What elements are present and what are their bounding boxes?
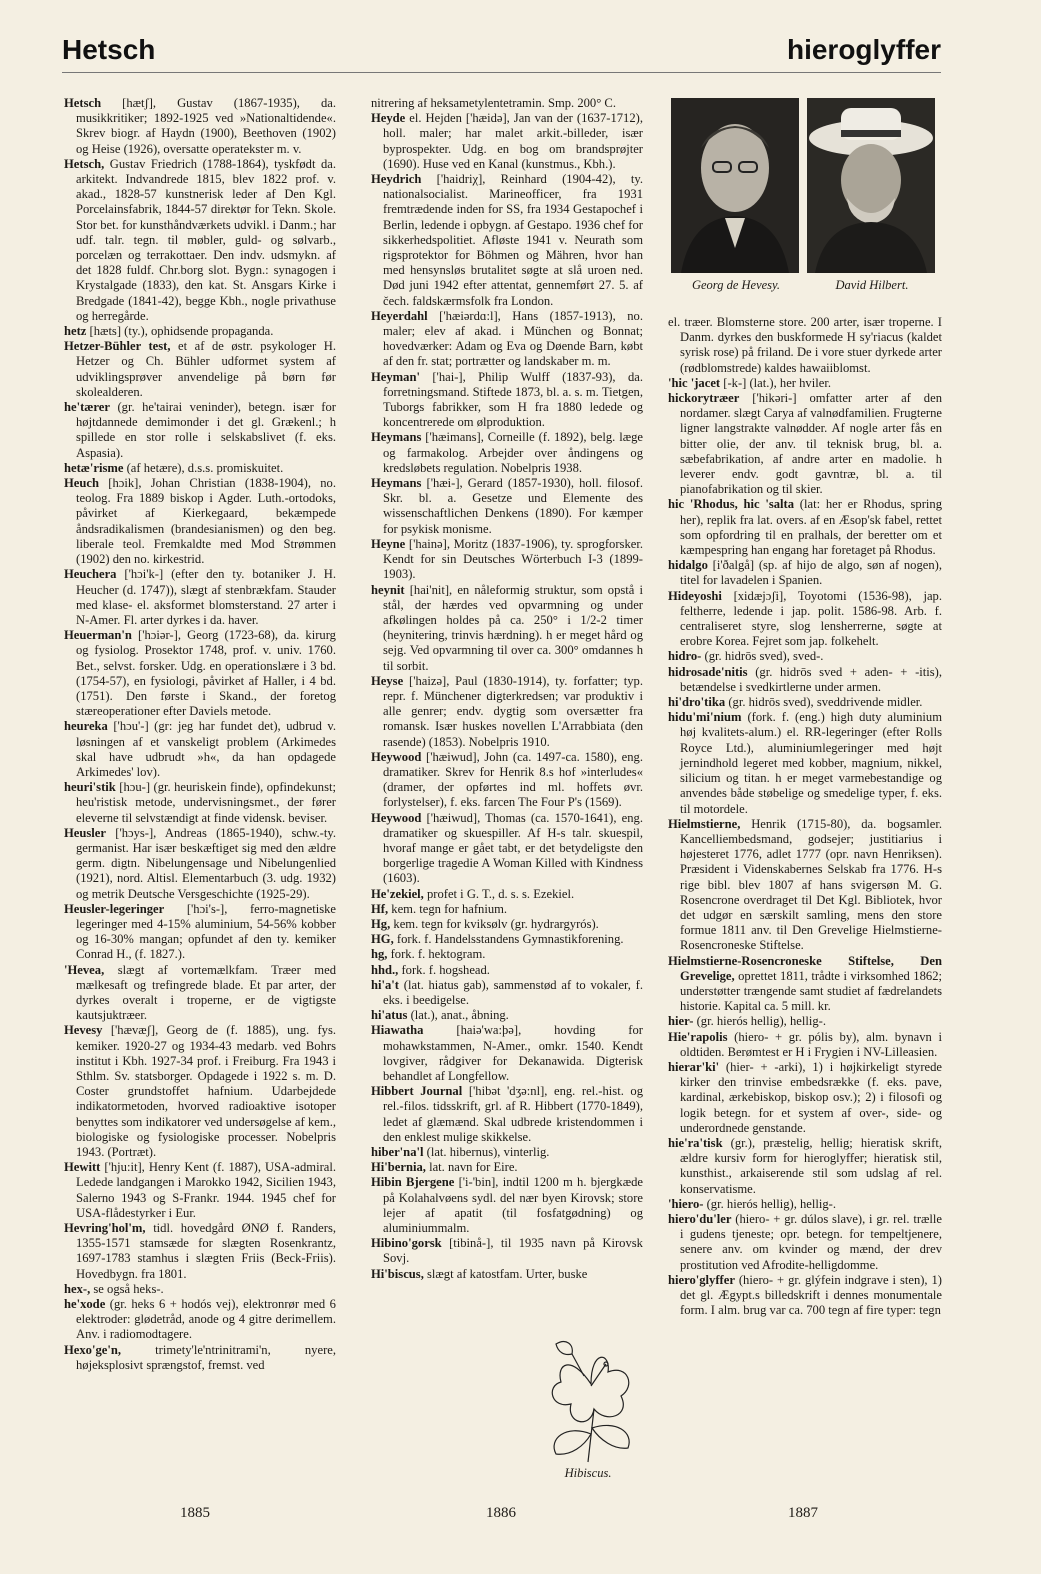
dictionary-entry [64,963,336,1024]
entry-text: (hiero- + gr. pólis by), alm. bynavn i oldtiden. Berømtest er H i Frygien i NV-Lilleasien. [680,1029,942,1059]
entry-headword: hetæ'risme [64,460,124,475]
entry-headword: Hetzer-Bühler test, [64,339,171,354]
entry-headword: Heywood [371,810,422,825]
entry-text: [haiə'wa:þə], hovding for mohawkstammen, N-Amer., omkr. 1540. Kendt lovgiver, rådgiver for Dekanawida. Digterisk behandlet af Longfellow. [383,1023,643,1083]
entry-text: oprettet 1811, trådte i virksomhed 1862; understøtter trængende samt studiet af fædrelandets historie. Kapital ca. 5 mill. kr. [680,968,942,1014]
dictionary-entry [64,628,336,719]
dictionary-entry [64,324,336,339]
entry-headword: Heymans [371,430,422,445]
entry-headword: Hibin Bjergene [371,1175,455,1190]
entry-headword: Hg, [371,916,391,931]
dictionary-entry [668,589,942,650]
entry-headword: He'zekiel, [371,886,424,901]
entry-text: et af de østr. psykologer H. Hetzer og Ch. Bühler udformet system af udviklingsprøver anvendelige på børn før skolealderen. [76,339,336,399]
dictionary-entry [371,430,643,476]
dictionary-entry [64,1023,336,1160]
dictionary-entry [668,391,942,497]
dictionary-entry [371,1023,643,1084]
dictionary-entry [371,309,643,370]
entry-text: fork. f. hektogram. [390,947,486,962]
entry-headword: heynit [371,582,405,597]
dictionary-entry [668,1197,942,1212]
entry-text: [hai'nit], en nåleformig struktur, som opstå i stål, der hærdes ved opvarmning og under afkølingen holdes på ca. 250° i 1/2-2 timer (heynitering, trinvis hærdning). h er meget hård og sejg. Ved opvarmning til over ca. 300° omdannes h til sorbit. [383,582,643,673]
entry-headword: Heyman' [371,369,420,384]
dictionary-entry [668,954,942,1015]
page-number-1: 1885 [180,1505,210,1521]
entry-text: kem. tegn for hafnium. [391,901,508,916]
entry-text: (gr. hidrōs sved), sveddrivende midler. [728,695,923,710]
entry-text: (gr. heks 6 + hodós vej), elektronrør med 6 elektroder: glødetråd, anode og 4 gitre derimellem. Anv. i radiomodtagere. [76,1297,336,1342]
entry-text: [i'ðalgå] (sp. af hijo de algo, søn af nogen), titel for lavadelen i Spanien. [680,558,942,588]
entry-text: (hiero- + gr. glýfein indgrave i sten), 1) det gl. Ægypt.s billedskrift i dennes monumentale form. I alm. brug var ca. 700 tegn af fire typer: tegn [680,1272,943,1318]
entry-headword: hi'atus [371,1008,408,1023]
dictionary-entry [64,400,336,461]
entry-text: ['haizə], Paul (1830-1914), ty. forfatter; typ. repr. f. Münchener digterkredsen; var produktiv i alle genrer; endv. dygtig som oversætter fra romansk. Især huskes novellen L'Arrabbiata (den rasende) (1853). Nobelpris 1910. [383,673,643,749]
dictionary-entry [668,817,942,954]
entry-headword: hierar'ki' [668,1059,720,1074]
entry-headword: heureka [64,719,108,734]
entry-text: (gr.), præstelig, hellig; hieratisk skrift, ældre kursiv form for hieroglyffer; hieratisk stil, kunsthist., arkaiserende stil som udslag af rel. konservatisme. [680,1135,942,1196]
entry-text: Gustav Friedrich (1788-1864), tyskfødt da. arkitekt. Indvandrede 1815, blev 1822 prof. v. akad., 1828-57 kunstnerisk leder af Den Kgl. Porcelainsfabrik, 1844-57 direktør for Tekn. Skole. Stor bet. for kunsthåndværkets udvikl. i Danm.; har udf. talr. tegn. til møbler, guld- og sølvarb., porcelæn og terrakottaer. Den indv. udsmykn. af det 1828 fuldf. Chr.borg slot. Bygn.: synagogen i Krystalgade (1833), den kat. St. Ansgars Kirke i Bredgade (1841-42), begge Kbh., nogle privathuse og herregårde. [76,156,336,323]
entry-text: [hætʃ], Gustav (1867-1935), da. musikkritiker; 1892-1925 ved »Nationaltidende«. Skrev biogr. af Haydn (1900), Beethoven (1902) og Heise (1926), oversatte operatekster m. v. [76,96,336,156]
dictionary-entry [64,780,336,826]
entry-headword: hg, [371,947,388,962]
entry-text: ['hæi-], Gerard (1857-1930), holl. filosof. Skr. bl. a. Gesetze und Elemente des wissenschaftlichen Denkens (1890). For kæmper for psykisk monisme. [383,476,643,536]
entry-headword: Hie'rapolis [668,1029,728,1044]
dictionary-entry [64,1160,336,1221]
dictionary-entry [371,370,643,431]
entry-headword: hidrosade'nitis [668,664,748,679]
dictionary-entry [64,1297,336,1343]
portrait-caption-hevesy: Georg de Hevesy. [691,278,781,292]
dictionary-entry [371,1008,643,1023]
entry-text: ['hai-], Philip Wulff (1837-93), da. forretningsmand. Stiftede 1873, bl. a. s. m. Tietgen, Tuborgs fabrikker, som H fra 1880 ledede og koncentrerede om ølproduktion. [383,369,643,430]
dictionary-entry [668,649,942,664]
entry-text: ['hæimans], Corneille (f. 1892), belg. læge og farmakolog. Arbejder over åndingens og kredsløbets regulation. Nobelpris 1938. [383,430,643,475]
entry-text: ['hju:it], Henry Kent (f. 1887), USA-admiral. Ledede landgangen i Marokko 1942, Sicilien 1943, Salerno 1943 og S-Frankr. 1944. 1945 chef for USA-flådestyrker i Eur. [76,1160,337,1220]
column-2 [371,96,643,1282]
entry-headword: Hi'bernia, [371,1160,426,1175]
entry-text: ['hɔu'-] (gr: jeg har fundet det), udbrud v. løsningen af et vanskeligt problem (Arkimedes skal have udbrudt »h«, da han opdagede Arkimedes' lov). [76,719,336,779]
dictionary-entry [371,750,643,811]
entry-headword: 'hic 'jacet [668,375,721,390]
dictionary-entry [64,339,336,400]
entry-headword: hiber'na'l [371,1145,424,1160]
entry-text: ['hævæʃ], Georg de (f. 1885), ung. fys. kemiker. 1920-27 og 1934-43 medarb. ved Bohrs institut i Kbh. 1927-34 prof. i Freiburg. Fra 1943 i Sthlm. Sv. statsborger. Opdagede i 1922 s. m. D. Coster grundstoffet hafnium. Udarbejdede indikatormetoden, hvorved radioaktive isotoper benyttes som indikatorer ved undersøgelse af kem., biologiske og fysiologiske processer. Nobelpris 1943. (Portræt). [76,1023,336,1160]
dictionary-entry [64,826,336,902]
dictionary-entry [64,1343,336,1373]
entry-text: ['hæiwud], Thomas (ca. 1570-1641), eng. dramatiker og skuespiller. Af H-s talr. skuespil, hvoraf mange er gået tabt, er det betydeligste den borgerlige tragedie A Woman Killed with Kindness (1603). [383,810,643,886]
dictionary-entry [668,1212,942,1273]
dictionary-entry [371,1267,643,1282]
dictionary-entry [668,315,942,376]
entry-text: ['hibət 'dʒə:nl], eng. rel.-hist. og rel.-filos. tidsskrift, grl. af R. Hibbert (1770-1849), ledet af glæmænd. Skal udbrede kristendommen i den enklest mulige skikkelse. [383,1084,644,1144]
dictionary-entry [371,887,643,902]
entry-text: (gr. hierós hellig), hellig-. [706,1196,837,1211]
column-1 [64,96,336,1373]
entry-text: [hɔik], Johan Christian (1838-1904), no. teolog. Fra 1889 biskop i Agder. Luth.-ortodoks, påvirket af Kierkegaard, bekæmpede åndsradikalismen (brandesianismen) og den beg. liberale teol. Fremkaldte med Mod Strømmen (1902) den no. kirkestrid. [76,476,336,567]
dictionary-entry [371,963,643,978]
entry-headword: hetz [64,324,87,339]
dictionary-entry [64,567,336,628]
dictionary-entry [371,172,643,309]
portrait-hilbert [807,98,935,273]
entry-headword: Heydrich [371,172,422,187]
page-number-2: 1886 [486,1505,516,1521]
dictionary-entry [64,1221,336,1282]
dictionary-entry [668,1136,942,1197]
dictionary-entry [371,537,643,583]
entry-text: [xidæjɔʃi], Toyotomi (1536-98), jap. feltherre, ledende i jap. polit. 1586-98. Arb. f. centraliseret styre, slog lensherrerne, søgte at erobre Korea. Fejret som jap. folkehelt. [680,588,942,649]
entry-text: ['hɔi'k-] (efter den ty. botaniker J. H. Heucher (d. 1747)), slægt af stenbrækfam. Stauder med klase- el. aksformet blomsterstand. 27 arter i N-Amer. Fl. arter dyrkes i da. haver. [76,567,336,627]
entry-text: [-k-] (lat.), her hviler. [723,375,831,390]
entry-headword: 'hiero- [668,1196,704,1211]
dictionary-entry [371,1236,643,1266]
entry-headword: Heuerman'n [64,628,132,643]
entry-headword: Hideyoshi [668,588,722,603]
entry-text: nitrering af heksametylentetramin. Smp. 200° C. [371,96,616,110]
entry-headword: Hetsch [64,96,102,110]
dictionary-entry [371,476,643,537]
dictionary-entry [371,917,643,932]
entry-headword: hidu'mi'nium [668,710,742,725]
portraits-figure [671,98,941,298]
entry-text: ['i-'bin], indtil 1200 m h. bjergkæde på Kolahalvøens sydl. del nær byen Kirovsk; store lejer af apatit (til fosfatgødning) og aluminiummalm. [383,1175,643,1236]
dictionary-entry [371,932,643,947]
dictionary-entry [371,1160,643,1175]
entry-headword: hi'dro'tika [668,695,726,710]
entry-text: (gr. hidrōs sved + aden- + -itis), betændelse i svedkirtlerne under armen. [680,664,943,694]
entry-text: (gr. he'tairai veninder), betegn. især for højtdannede demimonder i det gl. Grækenl.; h spillede en stor rolle i selskabslivet (f. eks. Aspasia). [76,400,336,460]
dictionary-entry [668,1273,942,1319]
entry-text: (af hetære), d.s.s. promiskuitet. [126,460,284,475]
dictionary-entry [371,111,643,172]
dictionary-entry [371,1175,643,1236]
dictionary-entry [668,497,942,558]
dictionary-entry [371,811,643,887]
entry-headword: Hewitt [64,1160,101,1175]
entry-text: slægt af vortemælkfam. Træer med mælkesaft og trefingrede blade. Et par arter, der dyrkes overalt i troperne, er de vigtigste kautsjuktræer. [76,962,336,1023]
entry-headword: Hi'biscus, [371,1266,424,1281]
entry-headword: hickorytræer [668,391,740,406]
entry-text: (lat. hiatus gab), sammenstød af to vokaler, f. eks. i beedigelse. [383,977,643,1007]
entry-text: trimety'le'ntrinitrami'n, nyere, højeksplosivt sprængstof, fremst. ved [76,1342,336,1372]
entry-text: (lat.), anat., åbning. [410,1008,509,1023]
dictionary-entry [64,476,336,567]
entry-headword: hidro- [668,649,702,664]
entry-headword: Hetsch, [64,156,105,171]
entry-headword: Hf, [371,901,389,916]
entry-headword: Heyne [371,536,406,551]
dictionary-entry [371,978,643,1008]
dictionary-entry [64,1282,336,1297]
entry-headword: hi'a't [371,977,399,992]
entry-text: ['haidriχ], Reinhard (1904-42), ty. nationalsocialist. Marineofficer, fra 1931 fremtrædende inden for SS, fra 1934 Gestapochef i Berlin, ledende i opbygn. af Gestapo. 1936 chef for sikkerhedspolitiet. Afløste 1941 v. Neurath som rigsprotektor for Böhmen og Mähren, hvor han med hensynsløs brutalitet søgte at slå uroen ned. Død juni 1942 efter attentat, gennemført 27. 5. af čech. faldskærmsfolk fra London. [383,172,643,308]
entry-text: profet i G. T., d. s. s. Ezekiel. [426,886,575,901]
dictionary-entry [371,583,643,674]
entry-text: fork. f. hogshead. [401,962,490,977]
entry-text: (hier- + -arki), 1) i højkirkeligt styrede kirker den trinvise embedsrække (f. eks. pave, kardinal, ærkebiskop, biskop osv.); 2) i filosofi og logik betegn. for et system af over-, side- og underordnede genstande. [680,1059,942,1135]
entry-headword: Heyerdahl [371,308,428,323]
dictionary-entry [668,1030,942,1060]
portrait-caption-hilbert: David Hilbert. [835,278,909,292]
entry-headword: Heyde [371,111,406,126]
entry-text: fork. f. Handelsstandens Gymnastikforening. [396,932,624,947]
entry-headword: Heyse [371,673,404,688]
entry-text: kem. tegn for kviksølv (gr. hydrargyrós). [393,916,599,931]
hibiscus-caption: Hibiscus. [564,1466,612,1480]
entry-text: (gr. hierós hellig), hellig-. [696,1014,826,1029]
dictionary-entry [668,1014,942,1029]
entry-text: se også heks-. [93,1281,164,1296]
entry-text: tidl. hovedgård ØNØ f. Randers, 1355-1571 stamsæde for slægten Rosenkrantz, 1697-1783 stamhus i slægten Friis (Beck-Friis). Hovedbygn. fra 1801. [76,1221,336,1281]
dictionary-entry [64,157,336,324]
header-rule [62,72,941,73]
entry-headword: Hevring'hol'm, [64,1221,146,1236]
hibiscus-illustration [536,1324,646,1464]
entry-text: [hɔu-] (gr. heuriskein finde), opfindekunst; heu'ristisk metode, undervisningsmet., der fører eleverne til selvstændigt at finde vidensk. beviser. [76,780,337,825]
guide-word-right: hieroglyffer [786,34,941,65]
dictionary-entry [668,558,942,588]
entry-headword: hic 'Rhodus, hic 'salta [668,497,795,512]
entry-headword: hiero'du'ler [668,1211,732,1226]
entry-headword: Hielmstierne-Rosencroneske Stiftelse, Den Grevelige, [668,953,942,983]
entry-headword: Hibino'gorsk [371,1236,442,1251]
dictionary-entry [371,1145,643,1160]
entry-text: ['hainə], Moritz (1837-1906), ty. sprogforsker. Kendt for sin Deutsches Wörterbuch I-3 (1899-1903). [383,536,643,582]
entry-text: ['hɔi's-], ferro-magnetiske legeringer med 4-15% aluminium, 54-56% kobber og 16-30% mangan; opfundet af den ty. kemiker Conrad H., (f. 1827.). [76,901,336,962]
dictionary-entry [371,674,643,750]
entry-text: ['hæiwud], John (ca. 1497-ca. 1580), eng. dramatiker. Skrev for Henrik 8.s hof »interludes« (dramer, der opførtes ind ml. hoffets øvr. forlystelser), f. eks. farcen The Four P's (1569). [383,749,643,810]
entry-headword: hier- [668,1014,694,1029]
entry-text: slægt af katostfam. Urter, buske [427,1266,588,1281]
entry-headword: Heusler [64,825,106,840]
entry-text: [tibinå-], til 1935 navn på Kirovsk Sovj. [383,1236,643,1266]
entry-text: [hæts] (ty.), ophidsende propaganda. [89,324,274,339]
dictionary-entry [371,1084,643,1145]
entry-text: (hiero- + gr. dúlos slave), i gr. rel. trælle i gudens tjeneste; opr. betegn. for tempeltjenere, senere anv. om kvinder og mænd, der drev prostitution ved Afrodite-helligdomme. [680,1211,943,1272]
dictionary-entry [668,695,942,710]
entry-text: Henrik (1715-80), da. bogsamler. Kancelliembedsmand, godsejer; justitiarius i højesteret 1776, adlet 1777 (opr. navn Henriksen). Præsident i Videnskabernes Selskab fra 1776. H-s rige bibl. blev 1807 af hans svigersøn M. G. Rosencrone overdraget til Det Kgl. Bibliotek, hvor det udgør en særskilt samling, mens den store formue 1811 anv. til Den Grevelige Hielmstierne-Rosencroneske Stiftelse. [680,816,942,953]
entry-headword: hidalgo [668,558,708,573]
entry-headword: Heywood [371,749,422,764]
entry-headword: hhd., [371,962,399,977]
entry-headword: Hiawatha [371,1023,424,1038]
entry-text: el. træer. Blomsterne store. 200 arter, især troperne. I Danm. dyrkes den buskformede H sy'riacus (kaldet syrisk rose) på friland. De i vore stuer dyrkede arter (rødblomstrede) kaldes hawaiiblomst. [668,315,942,375]
entry-headword: hex-, [64,1281,91,1296]
entry-text: ['hɔiər-], Georg (1723-68), da. kirurg og fysiolog. Prosektor 1748, prof. v. univ. 1760. Bet., selvst. forsker. Udg. en operationslære i 3 bd. (1754-57), en fysiologi, påvirket af Haller, i 4 bd. (1751). Den første i Skand., der foretog stæreoperationer efter Daviels metode. [76,628,336,719]
dictionary-entry [668,376,942,391]
entry-headword: Hevesy [64,1023,103,1038]
entry-headword: hie'ra'tisk [668,1135,723,1150]
entry-headword: HG, [371,932,394,947]
column-3 [668,315,942,1318]
portrait-hevesy [671,98,799,273]
entry-headword: 'Hevea, [64,962,105,977]
dictionary-entry [371,902,643,917]
entry-text: lat. navn for Eire. [429,1160,518,1175]
entry-text: (gr. hidrōs sved), sved-. [704,649,824,664]
dictionary-entry [668,710,942,816]
entry-headword: Hielmstierne, [668,816,741,831]
dictionary-entry [64,96,336,157]
entry-text: (fork. f. (eng.) high duty aluminium høj kvalitets-alum.) el. RR-legeringer (efter Rolls Royce Ltd.), aluminiumlegeringer med højt jernindhold legeret med kobber, magnium, nikkel, silicium og titan. h er meget varmebestandige og anvendes både støbelige og smedelige typer, f. eks. til motordele. [680,710,942,816]
guide-word-left: Hetsch [62,34,156,65]
entry-text: (lat. hibernus), vinterlig. [426,1145,550,1160]
entry-headword: Hibbert Journal [371,1084,463,1099]
entry-text: ['hikəri-] omfatter arter af den nordamer. slægt Carya af valnødfamilien. Frugterne ligner langstrakte valnødder. Af nogle arter fås en bitter olie, der anv. til teknisk brug, bl. a. sæbefabrikation, af andre arter en madolie. h leverer endv. godt gavntræ, bl. a. til pianofabrikation og til skier. [680,391,942,497]
entry-text: el. Hejden ['hæidə], Jan van der (1637-1712), holl. maler; har malet arkit.-billeder, især byprospekter. Udg. en bog om brandsprøjter (1690). Huse ved en Kanal (kunstmus., Kbh.). [383,111,643,171]
dictionary-entry [371,947,643,962]
entry-headword: he'tærer [64,400,110,415]
dictionary-entry [371,96,643,111]
dictionary-entry [64,902,336,963]
entry-headword: Heuch [64,476,99,491]
entry-text: (lat: her er Rhodus, spring her), replik fra lat. overs. af en Æsop'sk fabel, rettet som opfordring til en pralhals, der beretter om et kæmpespring han engang har foretaget på Rhodus. [680,497,943,558]
dictionary-entry [668,1060,942,1136]
entry-text: ['hɔys-], Andreas (1865-1940), schw.-ty. germanist. Har især beskæftiget sig med den ældre germ. digtn. Nibelungensage und Nibelungenlied (1921), nord. Altisl. Elementarbuch (3. udg. 1932) og metrik Deutsche Versgeschichte (1925-29). [76,825,336,901]
entry-headword: Heymans [371,476,422,491]
entry-headword: he'xode [64,1297,106,1312]
entry-headword: Heusler-legeringer [64,901,165,916]
entry-headword: Hexo'ge'n, [64,1342,122,1357]
dictionary-entry [64,719,336,780]
dictionary-entry [64,461,336,476]
entry-headword: Heuchera [64,567,117,582]
entry-text: ['hæiərdɑ:l], Hans (1857-1913), no. maler; elev af akad. i München og Bonnat; hovedværker: Adam og Eva og Døende Barn, købt af den fr. stat; portrætter og landskaber m. m. [383,308,643,369]
entry-headword: hiero'glyffer [668,1272,735,1287]
dictionary-entry [668,665,942,695]
page-number-3: 1887 [788,1505,818,1521]
entry-headword: heuri'stik [64,780,116,795]
